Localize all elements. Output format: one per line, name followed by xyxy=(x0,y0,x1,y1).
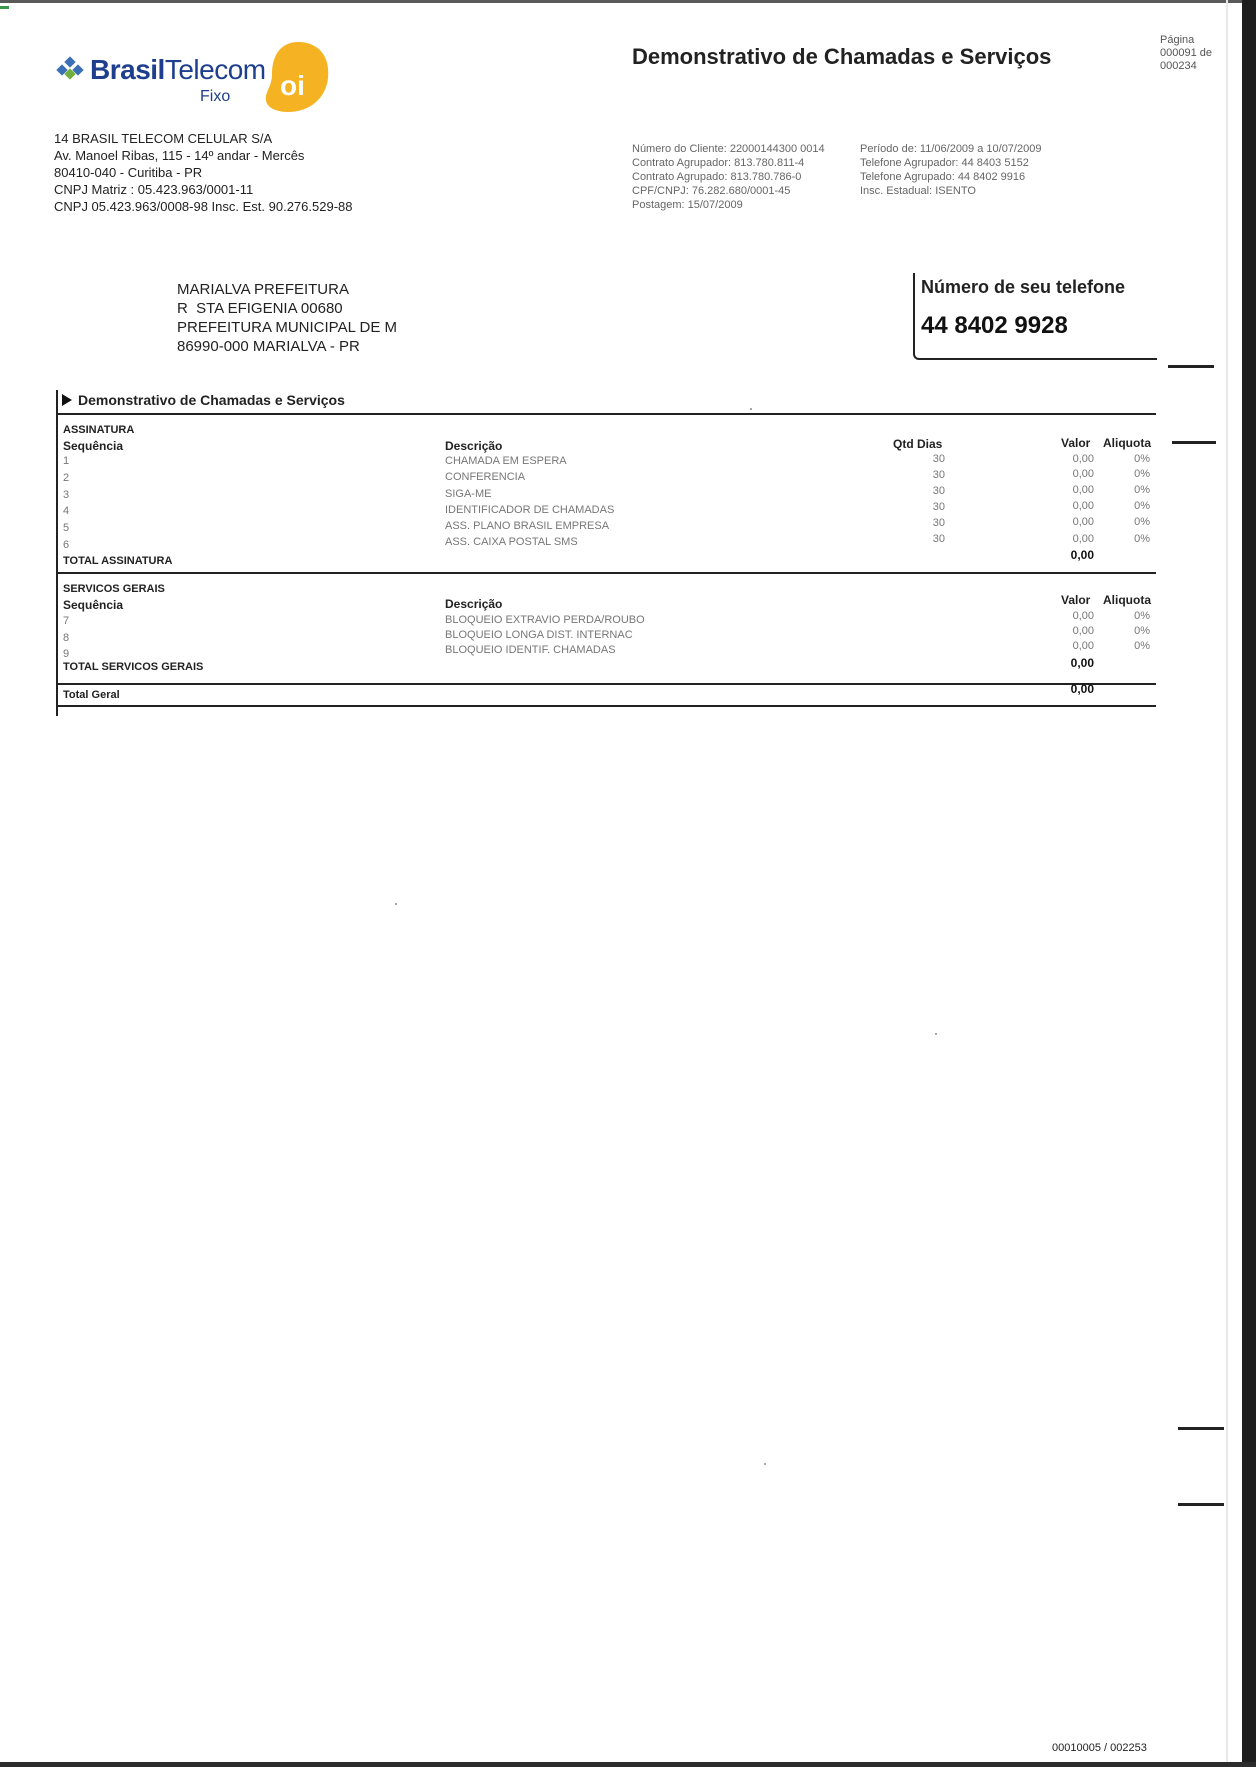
row-seq: 5 xyxy=(63,522,70,534)
document-title: Demonstrativo de Chamadas e Serviços xyxy=(632,44,1052,69)
row-days: 30 xyxy=(932,517,945,529)
row-desc: IDENTIFICADOR DE CHAMADAS xyxy=(445,504,615,516)
row-rate: 0% xyxy=(1134,533,1150,545)
scan-top-tick xyxy=(0,6,9,9)
col-header-value: Valor xyxy=(1061,436,1091,450)
col-header-rate: Aliquota xyxy=(1103,436,1151,450)
margin-mark xyxy=(1168,365,1214,368)
row-desc: ASS. PLANO BRASIL EMPRESA xyxy=(445,520,610,532)
phone-number: 44 8402 9928 xyxy=(921,312,1068,339)
brand-bold: Brasil xyxy=(90,54,165,85)
row-rate: 0% xyxy=(1134,453,1150,465)
row-desc: ASS. CAIXA POSTAL SMS xyxy=(445,536,578,548)
row-value: 0,00 xyxy=(1072,516,1094,528)
group-title-servicos: SERVICOS GERAIS xyxy=(63,583,165,595)
statement-title-text: Demonstrativo de Chamadas e Serviços xyxy=(78,392,345,408)
brand-sub: Fixo xyxy=(200,88,231,105)
table-bottom-rule xyxy=(57,705,1156,707)
row-seq: 9 xyxy=(63,648,70,660)
recipient-address xyxy=(177,280,397,356)
client-info-line: Postagem: 15/07/2009 xyxy=(632,199,743,211)
row-desc: SIGA-ME xyxy=(445,488,492,500)
company-line: 80410-040 - Curitiba - PR xyxy=(54,165,203,180)
client-info-line: CPF/CNPJ: 76.282.680/0001-45 xyxy=(632,185,791,197)
company-info xyxy=(54,130,352,215)
phone-label: Número de seu telefone xyxy=(921,277,1126,297)
row-rate: 0% xyxy=(1134,500,1150,512)
page-indicator xyxy=(1160,34,1212,73)
total-assinatura-value: 0,00 xyxy=(1070,548,1094,562)
address-line: PREFEITURA MUNICIPAL DE M xyxy=(177,319,398,336)
scan-speck xyxy=(935,1033,937,1035)
scan-speck xyxy=(750,408,752,410)
row-rate: 0% xyxy=(1134,516,1150,528)
total-assinatura-label: TOTAL ASSINATURA xyxy=(63,555,173,567)
col-header-seq: Sequência xyxy=(63,598,124,612)
margin-mark xyxy=(1172,441,1216,444)
scan-speck xyxy=(395,903,397,905)
col-header-seq: Sequência xyxy=(63,439,124,453)
brand-logo xyxy=(90,54,266,86)
statement-title xyxy=(62,392,345,408)
row-desc: BLOQUEIO EXTRAVIO PERDA/ROUBO xyxy=(445,614,645,626)
client-info-left xyxy=(632,142,825,212)
row-value: 0,00 xyxy=(1072,625,1094,637)
group-rule xyxy=(57,683,1156,685)
row-rate: 0% xyxy=(1134,468,1150,480)
address-line: MARIALVA PREFEITURA xyxy=(177,281,349,298)
client-info-line: Período de: 11/06/2009 a 10/07/2009 xyxy=(860,143,1042,155)
row-seq: 8 xyxy=(63,632,70,644)
row-value: 0,00 xyxy=(1072,610,1094,622)
row-days: 30 xyxy=(932,485,945,497)
company-line: CNPJ Matriz : 05.423.963/0001-11 xyxy=(54,182,254,197)
company-line: 14 BRASIL TELECOM CELULAR S/A xyxy=(54,131,273,146)
row-rate: 0% xyxy=(1134,610,1150,622)
group-title-assinatura: ASSINATURA xyxy=(63,424,135,436)
row-value: 0,00 xyxy=(1072,640,1094,652)
scan-top-border xyxy=(0,0,1256,3)
row-seq: 4 xyxy=(63,505,70,517)
grand-total-value: 0,00 xyxy=(1070,682,1094,696)
row-desc: BLOQUEIO LONGA DIST. INTERNAC xyxy=(445,629,633,641)
oi-logo-text: oi xyxy=(280,70,305,101)
row-seq: 7 xyxy=(63,615,70,627)
client-info-line: Insc. Estadual: ISENTO xyxy=(860,185,976,197)
row-days: 30 xyxy=(932,533,945,545)
grand-total-label: Total Geral xyxy=(63,689,120,701)
table-left-border xyxy=(56,390,58,716)
row-value: 0,00 xyxy=(1072,468,1094,480)
row-value: 0,00 xyxy=(1072,500,1094,512)
scan-right-border xyxy=(1242,0,1256,1767)
total-servicos-value: 0,00 xyxy=(1070,656,1094,670)
page-current: 000091 de xyxy=(1160,47,1212,59)
group-rule xyxy=(57,572,1156,574)
client-info-line: Telefone Agrupado: 44 8402 9916 xyxy=(860,171,1026,183)
client-info-line: Número do Cliente: 22000144300 0014 xyxy=(632,143,825,155)
row-rate: 0% xyxy=(1134,625,1150,637)
row-seq: 6 xyxy=(63,539,70,551)
company-line: CNPJ 05.423.963/0008-98 Insc. Est. 90.276.529-88 xyxy=(54,199,353,214)
page-total: 000234 xyxy=(1160,60,1197,72)
scan-bottom-border xyxy=(0,1762,1256,1767)
row-desc: CONFERENCIA xyxy=(445,471,526,483)
col-header-rate: Aliquota xyxy=(1103,593,1151,607)
address-line: R STA EFIGENIA 00680 xyxy=(177,300,343,317)
total-servicos-label: TOTAL SERVICOS GERAIS xyxy=(63,661,204,673)
brand-light: Telecom xyxy=(164,54,266,85)
col-header-days: Qtd Dias xyxy=(893,437,943,451)
client-info-line: Contrato Agrupador: 813.780.811-4 xyxy=(632,157,805,169)
col-header-value: Valor xyxy=(1061,593,1091,607)
row-value: 0,00 xyxy=(1072,453,1094,465)
scan-edge-line xyxy=(1226,0,1228,1767)
triangle-right-icon xyxy=(62,394,72,406)
client-info-line: Contrato Agrupado: 813.780.786-0 xyxy=(632,171,802,183)
row-rate: 0% xyxy=(1134,640,1150,652)
row-days: 30 xyxy=(932,469,945,481)
row-seq: 2 xyxy=(63,472,70,484)
scan-speck xyxy=(764,1463,766,1465)
row-rate: 0% xyxy=(1134,484,1150,496)
client-info-line: Telefone Agrupador: 44 8403 5152 xyxy=(860,157,1029,169)
page-label: Página xyxy=(1160,34,1195,46)
client-info-right xyxy=(860,142,1041,198)
brasil-telecom-logo-icon xyxy=(56,56,84,82)
row-value: 0,00 xyxy=(1072,484,1094,496)
margin-mark xyxy=(1178,1503,1224,1506)
row-desc: CHAMADA EM ESPERA xyxy=(445,455,567,467)
row-days: 30 xyxy=(932,501,945,513)
section-rule xyxy=(57,413,1156,415)
row-desc: BLOQUEIO IDENTIF. CHAMADAS xyxy=(445,644,616,656)
row-value: 0,00 xyxy=(1072,533,1094,545)
col-header-desc: Descrição xyxy=(445,597,503,611)
row-seq: 1 xyxy=(63,455,70,467)
footer-code: 00010005 / 002253 xyxy=(1052,1742,1147,1754)
address-line: 86990-000 MARIALVA - PR xyxy=(177,338,360,355)
company-line: Av. Manoel Ribas, 115 - 14º andar - Mercês xyxy=(54,148,305,163)
margin-mark xyxy=(1178,1427,1224,1430)
col-header-desc: Descrição xyxy=(445,439,503,453)
row-seq: 3 xyxy=(63,489,70,501)
row-days: 30 xyxy=(932,453,945,465)
